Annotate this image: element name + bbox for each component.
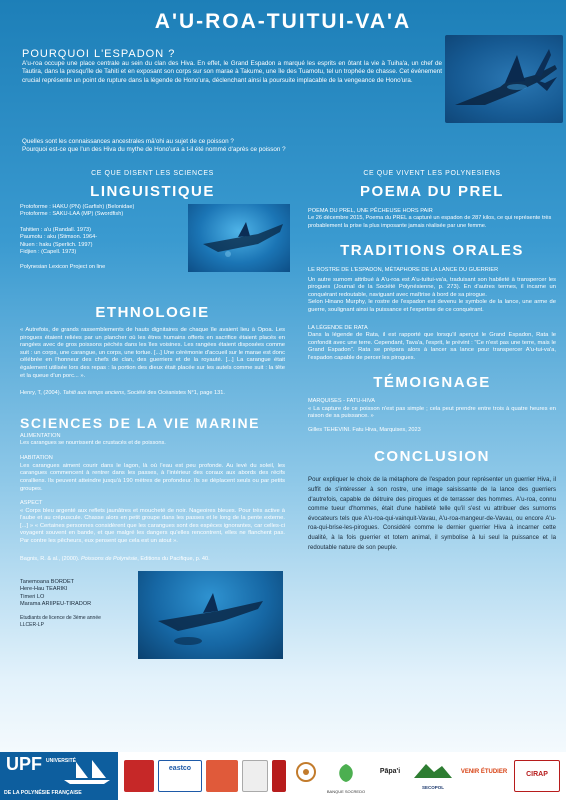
habitation-text: Les carangues aiment courir dans le lagon, là où l'eau est peu profonde. Au levé du soleil, les carangues commencent à rentrer dans les passes, à l'intérieur des coraux aux abords des récifs coralliens. Ils peuvent atteindre jusqu'à 190 mètres de profondeur. Ils se déplacent seuls ou par petits groupes. bbox=[20, 462, 285, 492]
ref2-author: Bagnis, R. & al., (2000). bbox=[20, 555, 81, 562]
fish-underwater-image bbox=[188, 204, 290, 272]
left-subhead: CE QUE DISENT LES SCIENCES bbox=[91, 170, 214, 177]
lang-fidjien: Fidjien : (Capell. 1973) bbox=[20, 249, 77, 256]
ref2-title: Poissons de Polynésie bbox=[80, 555, 138, 562]
students-line-1: Etudiants de licence de 3ème année bbox=[20, 614, 101, 621]
eastco-label: eastco bbox=[168, 765, 192, 772]
canoe-icon bbox=[62, 758, 112, 784]
partner-logo-5 bbox=[272, 760, 286, 792]
upf-logo bbox=[0, 752, 118, 800]
aspect-text: « Corps bleu argenté aux reflets jaunâtres et moucheté de noir. Nageoires bleues. Pour très active à l'aube et au crépuscule. Chasse alors en petit groupe dans les passes et le long de la pente externe. [...] » « Certaines personnes considèrent que les carangues sont des espèces ignorantes, car celles-ci voyagent souvent en bande, et que malgré les dangers qu'elles rencontrent, elles ne flanchent pas. Par contre les pêcheurs, eux pensent que cela est un atout ». bbox=[20, 507, 285, 544]
alimentation-head: ALIMENTATION bbox=[20, 432, 61, 439]
conclusion-title: CONCLUSION bbox=[374, 448, 490, 466]
conclusion-text: Pour expliquer le choix de la métaphore de l'espadon pour représenter un guerrier Hiva, il suffit de s'intéresser à son rostre, une image saisissante de la lance des guerriers d'autrefois, capable de détruire des pirogues et de terrasser des hommes. A'u-roa, connu comme tueur d'hommes, était d'une habileté telle qu'il s'est vu attribuer des surnoms évocateurs tels que A'u-roa-qui-vainquit-Vavau, A'u-roa-mangeur-de-Vavau, ou encore A'u-roa-qui-brise-les-pirogues. Considéré comme le dernier guerrier Hiva à incarner cette dualité, à la fois guerrier et totem animal, il symbolise à lui seul la puissance et la redoutable nature de son peuple. bbox=[308, 476, 556, 551]
partner-logo-4 bbox=[242, 760, 268, 792]
poema-title: POEMA DU PREL bbox=[360, 183, 504, 200]
protoforme-list bbox=[20, 204, 185, 272]
partner-logo-socredo bbox=[326, 760, 366, 792]
leaf-icon bbox=[326, 760, 366, 784]
aspect-head: ASPECT bbox=[20, 500, 43, 507]
secopol-label: SECOPOL bbox=[421, 785, 444, 790]
question-2: Pourquoi est-ce que l'un des Hiva du mythe de Hono'ura a t-il été nommé d'après ce poisson ? bbox=[22, 146, 286, 154]
temoignage-ref: Gilles TEHEVINI. Fatu Hiva, Marquises, 2023 bbox=[308, 426, 421, 433]
poema-head: POEMA DU PREL, UNE PÊCHEUSE HORS PAIR bbox=[308, 208, 433, 214]
diver-fish-image bbox=[138, 571, 283, 659]
partner-logo-venir bbox=[460, 760, 508, 792]
lexicon-source: Polynesian Lexicon Project on line bbox=[20, 264, 106, 271]
right-column bbox=[308, 170, 556, 552]
lang-tahitien: Tahitien : a'u (Randall. 1973) bbox=[20, 226, 92, 233]
sciences-title: SCIENCES DE LA VIE MARINE bbox=[20, 414, 261, 431]
mountain-icon bbox=[412, 760, 454, 780]
poster-title: A'U-ROA-TUITUI-VA'A bbox=[154, 10, 412, 33]
intro-text: A'u-roa occupe une place centrale au sein du clan des Hiva. En effet, le Grand Espadon a marqué les esprits en ôtant la vie à Tuiha'a, un chef de Tautira, dans la presqu'île de Tahiti et en exposant son corps sur son marae à Takume, une île des Tuamotu, tel un trophée de chasse. Cet événement crucial représente un point de rupture dans la légende de Hono'ura, déclenchant ainsi la poursuite implacable de la vengeance de Hono'ura. bbox=[22, 60, 442, 84]
traditions-text-2: Dans la légende de Rata, il est rapporté que lorsqu'il aperçut le Grand Espadon, Rata le confondit avec une terre. Cependant, Tava'a, l'esprit, le prévint : "Ce n'est pas une terre, mais le Grand Espadon". Rata se prépara alors à lancer sa lance pour transpercer A'u-tui-va'a, l'espadon capable de percer les pirogues. bbox=[308, 332, 556, 361]
ethnologie-text: « Autrefois, de grands rassemblements de hauts dignitaires de chaque île avaient lieu à Opoa. Les pirogues étaient reliées par un plancher où les êtres humains offerts en sacrifice étaient placés en rangées avec de gros poissons péchés dans les îles voisines. Les rangées étaient disposées comme suit : un corps, une carangue, un corps, une tortue. [...] Une cérémonie d'accueil sur le marae est donc célébrée en l'honneur des chefs de clan, des guerriers et de la royauté. [...] La carangue était également utilisée lors des repas : la portion des dieux était placée sur les autels comme suit : la tête et la queue d'un porc... ». bbox=[20, 327, 285, 379]
protoforme-2: Protoforme : SAKU-LAA (MP) (Swordfish) bbox=[20, 211, 124, 218]
upf-name: UPF bbox=[6, 754, 42, 774]
temoignage-text: « La capture de ce poisson n'est pas simple ; cela peut prendre entre trois à quatre heures en raison de sa puissance. » bbox=[308, 405, 556, 420]
upf-sub2: DE LA POLYNÉSIE FRANÇAISE bbox=[4, 790, 82, 796]
ref-author: Henry, T, (2004). bbox=[20, 390, 63, 397]
left-column bbox=[20, 170, 285, 669]
authors-list bbox=[20, 579, 101, 629]
ref-title: Tahiti aux temps anciens bbox=[62, 390, 125, 397]
partner-logo-cirap bbox=[514, 760, 560, 792]
question-1: Quelles sont les connaissances ancestrales mā'ohi au sujet de ce poisson ? bbox=[22, 138, 234, 145]
traditions-text-1b: Selon Hinano Murphy, le rostre de l'espadon est devenu le symbole de la lance, une arme de guerre, soulignant ainsi la puissance et l'expertise de ce conquérant. bbox=[308, 299, 556, 313]
traditions-title: TRADITIONS ORALES bbox=[340, 242, 524, 260]
ethnologie-ref bbox=[20, 390, 285, 397]
poema-text: Le 26 décembre 2015, Poema du PREL a capturé un espadon de 287 kilos, ce qui représente très probablement la prise la plus imposante jamais réalisée par une femme. bbox=[308, 215, 552, 229]
traditions-head-1: LE ROSTRE DE L'ESPADON, MÉTAPHORE DE LA LANCE DU GUERRIER bbox=[308, 267, 499, 274]
sciences-ref bbox=[20, 556, 285, 563]
intro-heading: POURQUOI L'ESPADON ? bbox=[22, 48, 176, 60]
partner-logo-papai bbox=[372, 760, 408, 792]
lang-paumotu: Paumotu : aku (Stimson. 1964- bbox=[20, 234, 98, 241]
papai-label: Pāpa'i bbox=[379, 768, 401, 775]
alimentation-text: Les carangues se nourrissent de crustacés et de poissons. bbox=[20, 439, 166, 446]
author-3: Timeri LO bbox=[20, 593, 45, 600]
protoforme-1: Protoforme : HAKU (PN) (Garfish) (Belonidae) bbox=[20, 204, 135, 210]
partner-logo-6 bbox=[294, 760, 318, 792]
students-line-2: LLCER-LP bbox=[20, 621, 44, 628]
lang-niuen: Niuen : haku (Sperlich. 1997) bbox=[20, 241, 93, 248]
author-2: Here-Hau TEARIKI bbox=[20, 586, 68, 593]
venir-label: VENIR ÉTUDIER bbox=[460, 769, 508, 775]
ethnologie-title: ETHNOLOGIE bbox=[95, 304, 210, 321]
cirap-label: CIRAP bbox=[526, 771, 548, 778]
partner-logo-secopol bbox=[412, 760, 454, 792]
right-subhead: CE QUE VIVENT LES POLYNESIENS bbox=[363, 170, 501, 177]
linguistique-title: LINGUISTIQUE bbox=[90, 183, 215, 200]
intro-questions bbox=[22, 138, 442, 155]
partner-logo-eastco bbox=[158, 760, 202, 792]
swordfish-image bbox=[445, 35, 563, 123]
traditions-text-1: Un autre surnom attribué à A'u-roa est A'u-tuitui-va'a, traduisant son habileté à transpercer les pirogues (Journal de la Société Polynésienne, p. 273). En d'autres termes, il incarne un conquérant redoutable, naviguant avec maîtrise à bord de sa pirogue. bbox=[308, 276, 556, 298]
tiki-icon bbox=[294, 760, 318, 792]
partner-logo-3 bbox=[206, 760, 238, 792]
upf-sub1: UNIVERSITÉ bbox=[46, 758, 77, 764]
habitation-head: HABITATION bbox=[20, 455, 53, 462]
temoignage-title: TÉMOIGNAGE bbox=[373, 374, 491, 392]
traditions-head-2: LA LÉGENDE DE RATA bbox=[308, 324, 368, 331]
author-4: Marama ARIIPEU-TIRADOR bbox=[20, 601, 92, 608]
partner-logo-1 bbox=[124, 760, 154, 792]
ref-details: , Société des Océanistes N°1, page 131. bbox=[124, 390, 225, 397]
ref2-details: , Editions du Pacifique, p. 40. bbox=[137, 555, 210, 562]
socredo-label: BANQUE SOCREDO bbox=[326, 789, 366, 794]
temoignage-head: MARQUISES - FATU-HIVA bbox=[308, 398, 375, 405]
author-1: Tanemoana BORDET bbox=[20, 578, 75, 585]
